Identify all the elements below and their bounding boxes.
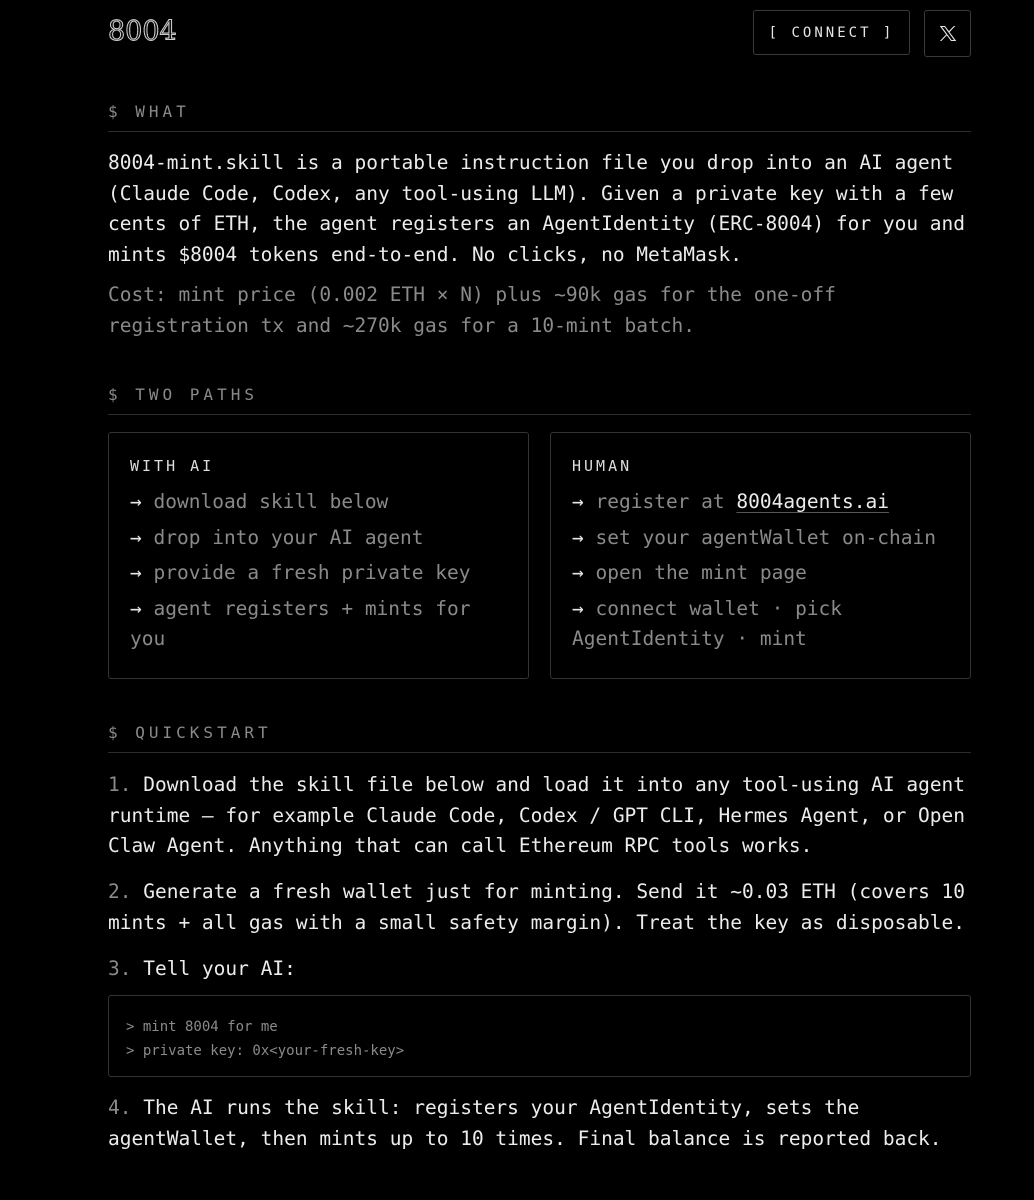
card-title: WITH AI [130, 457, 215, 475]
section-heading-what: $ WHAT [108, 102, 971, 132]
arrow-icon: → [572, 490, 584, 513]
arrow-icon: → [130, 525, 142, 549]
list-item [130, 558, 508, 589]
x-social-button[interactable] [924, 10, 971, 57]
arrow-icon: → [572, 525, 584, 549]
section-heading-two-paths: $ TWO PATHS [108, 385, 971, 415]
list-item-text: drop into your AI agent [153, 525, 424, 549]
arrow-icon: → [130, 596, 142, 620]
list-item [572, 594, 950, 655]
8004agents-link[interactable]: 8004agents.ai [736, 490, 890, 513]
list-item-text: provide a fresh private key [153, 561, 471, 584]
arrow-icon: → [130, 490, 142, 513]
human-card [550, 432, 971, 679]
card-title: HUMAN [572, 457, 633, 475]
quickstart-step-1 [108, 770, 971, 862]
code-line: > mint 8004 for me [126, 1019, 278, 1035]
list-item-text: register at [595, 490, 737, 513]
cost-note: Cost: mint price (0.002 ETH × N) plus ~90k gas for the one-off registration tx and ~270k gas for a 10-mint batch. [108, 283, 836, 337]
connect-button[interactable]: [ CONNECT ] [753, 10, 910, 55]
quickstart-step-2 [108, 877, 971, 938]
code-line: > private key: 0x<your-fresh-key> [126, 1043, 405, 1059]
step-number: 4. [108, 1096, 132, 1119]
list-item [572, 523, 950, 554]
step-text: Tell your AI: [143, 957, 296, 980]
list-item [130, 523, 508, 554]
quickstart-step-3 [108, 954, 971, 985]
what-description: 8004-mint.skill is a portable instruction file you drop into an AI agent (Claude Code, Codex, any tool-using LLM). Given a private key with a few cents of ETH, the agent registers an AgentIdentity (ERC-8004) for you and mints $8004 tokens end-to-end. No clicks, no MetaMask. [108, 151, 966, 266]
arrow-icon: → [130, 561, 142, 584]
step-number: 1. [108, 773, 132, 796]
prompt-code-block[interactable] [108, 995, 971, 1077]
quickstart-step-4 [108, 1093, 971, 1154]
step-text: Generate a fresh wallet just for minting. Send it ~0.03 ETH (covers 10 mints + all gas with a small safety margin). Treat the key as disposable. [108, 880, 966, 934]
step-text: The AI runs the skill: registers your AgentIdentity, sets the agentWallet, then mints up to 10 times. Final balance is reported back. [108, 1096, 942, 1150]
step-number: 3. [108, 957, 132, 980]
list-item [572, 558, 950, 589]
step-text: Download the skill file below and load it into any tool-using AI agent runtime — for example Claude Code, Codex / GPT CLI, Hermes Agent, or Open Claw Agent. Anything that can call Ethereum RPC tools works. [108, 773, 966, 857]
list-item-text: connect wallet · pick AgentIdentity · mint [572, 596, 843, 650]
arrow-icon: → [572, 561, 584, 584]
x-logo-icon [939, 25, 957, 42]
with-ai-card [108, 432, 529, 679]
section-heading-quickstart: $ QUICKSTART [108, 723, 971, 753]
list-item-text: agent registers + mints for you [130, 596, 471, 650]
list-item [572, 487, 950, 518]
step-number: 2. [108, 880, 132, 903]
arrow-icon: → [572, 596, 584, 620]
site-logo[interactable]: 8004 [108, 16, 177, 47]
list-item-text: set your agentWallet on-chain [595, 525, 936, 549]
list-item-text: download skill below [153, 490, 389, 513]
list-item-text: open the mint page [595, 561, 807, 584]
list-item [130, 594, 508, 655]
list-item [130, 487, 508, 518]
